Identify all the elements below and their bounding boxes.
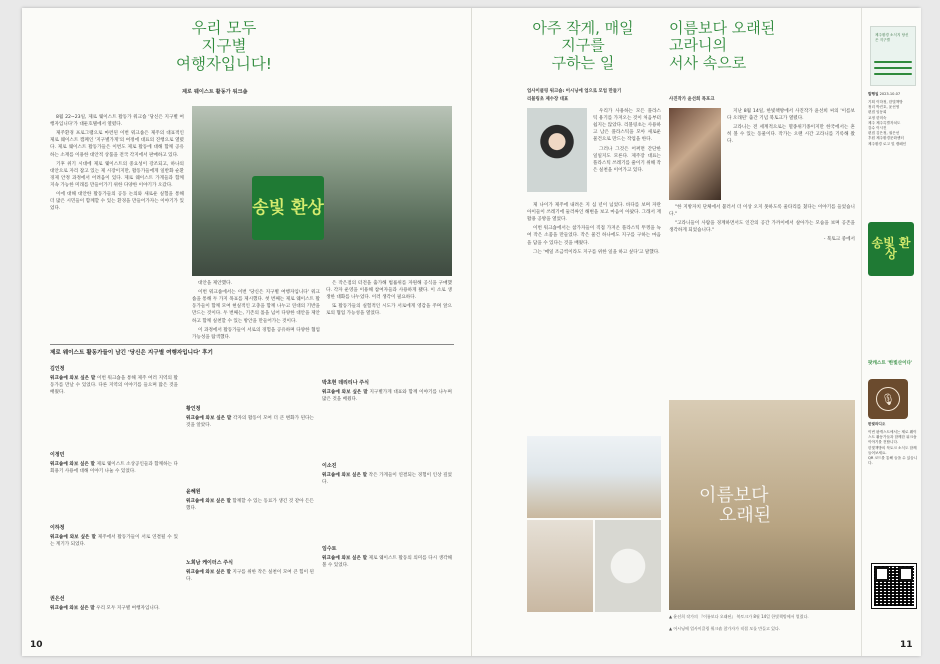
article1-body-cont <box>527 202 661 432</box>
paragraph: - 북토크 중에서 <box>823 237 855 243</box>
respondent-name: 노희남 케이터스 주식 <box>186 559 233 566</box>
mid-column <box>192 280 320 340</box>
respondent-name: 임수토 <box>322 545 337 552</box>
answer: 이번 워크숍을 통해 제주 여러 지역의 활동가를 만날 수 있었다. 다른 지역의 이야기를 들으며 많은 것을 배웠다. <box>50 375 178 395</box>
podcast-label: 한빛라디오 <box>868 422 886 426</box>
podcast-line: QR 코드를 통해 들을 수 있습니다. <box>868 456 918 466</box>
credit-line: 교정 한미숙 <box>868 115 887 120</box>
craft-photo <box>527 520 593 612</box>
question: 워크숍에 와보 싶은 말 <box>322 555 368 561</box>
question: 워크숍에 와보 싶은 말 <box>50 461 95 467</box>
paragraph: 제주환경 프로그램으로 마련된 이번 워크숍은 제주의 대표적인 제로 웨이스트 캠페인 '지구별가게'의 여정에 대표의 진행으로 열렸다. 제로 웨이스트 활동가들은 이번도 제로 활동에 대해 함께 공유하는 소재를 이용한 대안적 상품을 전국 각지에서 판매하고 있다. <box>50 131 184 158</box>
paragraph: 이 과정에서 활동가들이 서로의 경험을 공유하며 다양한 협업 가능성을 탐색했다. <box>192 327 320 340</box>
cover-wave <box>874 73 912 75</box>
question: 워크숍에 와보 싶은 말 <box>322 472 368 478</box>
title-line: 고라니의 <box>669 36 727 55</box>
answer: 제로 웨이스트 활동의 의미를 다시 생각해 볼 수 있었다. <box>322 555 452 568</box>
answer: 지구별가게 대표와 함께 이야기를 나누며 많은 것을 배웠다. <box>322 389 452 402</box>
page-number: 11 <box>900 640 913 650</box>
answer: 함께할 수 있는 동료가 생긴 것 같아 든든했다. <box>186 498 314 511</box>
article1-body <box>593 108 661 200</box>
microphone-icon: 🎙 <box>876 387 900 411</box>
respondent-name: 윤혜원 <box>186 488 201 495</box>
respondent-name: 김인정 <box>50 366 65 372</box>
paragraph: 또 활동가들의 실험적인 시도가 서로에게 영감을 주며 앞으로의 협업 가능성을 열었다. <box>326 304 452 317</box>
question: 워크숍에 와보 싶은 말 <box>50 534 96 540</box>
paragraph: 지난 8월 14일, 한빛책방에서 사진작가 윤선희 씨의 '이름보다 오래된' 출간 기념 북토크가 열렸다. <box>727 109 855 122</box>
article2-body <box>727 108 855 200</box>
answer: 제로 웨이스트 소상공인들과 함께하는 다회용기 사용에 대해 이야기 나눌 수 있었다. <box>50 461 178 474</box>
paragraph: 대안을 제안했다. <box>198 281 232 286</box>
cover-wave <box>874 67 912 69</box>
article-title <box>170 20 278 74</box>
qr-code[interactable] <box>872 564 916 608</box>
question: 워크숍에 와보 싶은 말 <box>186 569 231 575</box>
photo-caption: ▲ 어시닝에 업사이클링 워크숍 참가자가 직접 모를 만들고 있다. <box>669 626 781 631</box>
paragraph: 이번 워크숍에서는 이번 '당신은 지구별 여행자입니다' 워크숍을 통해 두 가지 목표를 제시했다. 첫 번째는 제로 웨이스트 활동가들이 함께 모여 현실적인 고충을 함께 나누고 연대의 기반을 만드는 것이다. 두 번째는, 기존의 틀을 넘어 다양한 대안을 제안하고 함께 실천할 수 있는 방안을 만들어가는 것이다. <box>192 290 320 324</box>
question: 워크숍에 와보 싶은 말 <box>186 498 231 504</box>
right-page <box>471 8 920 656</box>
paragraph: 8월 22~23일, 제로 웨이스트 활동가 워크숍 '당신은 지구별 여행자입니다'가 대둔호텔에서 열렸다. <box>50 115 184 128</box>
paragraph: "고라니들이 사람을 경계하면서도 인간의 공간 가까이에서 살아가는 모습을 보며 공존을 생각하게 되었습니다." <box>669 221 855 234</box>
title-line: 구하는 일 <box>551 53 615 72</box>
cover-wave <box>874 61 912 63</box>
title-line: 여행자입니다! <box>175 54 273 73</box>
book-title-line: 이름보다 <box>699 485 769 506</box>
deer-photo <box>669 400 855 610</box>
credit-line: 편집 임동희 <box>868 110 887 115</box>
right-column <box>326 280 452 336</box>
paragraph: "한 지방자치 단체에서 불러서 더 이상 오지 못하도록 울타리를 쳤다는 이야기를 들었습니다." <box>669 205 855 218</box>
qa-column-2 <box>186 360 314 632</box>
article-title <box>669 20 789 72</box>
paragraph: 우리가 사용하는 모든 플라스틱 용기를 가져오는 것이 처음부터 쉽지는 않았다. 리블링초는 사용하고 남은 플라스틱을 모아 새로운 물건으로 만드는 작업을 한다. <box>593 109 661 143</box>
magazine-cover <box>870 26 916 86</box>
answer: 각자의 활동이 모여 더 큰 변화가 된다는 것을 알았다. <box>186 415 314 428</box>
book-title-overlay <box>699 486 771 526</box>
credit-line: 정리 박진호, 윤선영 <box>868 105 900 110</box>
question: 워크숍에 와보 싶은 말 <box>50 605 95 611</box>
title-line: 우리 모두 <box>191 19 257 37</box>
page-number: 10 <box>30 640 43 650</box>
magazine-spread <box>22 8 920 656</box>
question: 워크숍에 와보 싶은 말 <box>322 389 368 395</box>
respondent-name: 이정민 <box>50 452 65 459</box>
title-line: 지구를 <box>561 36 605 55</box>
left-page <box>22 8 471 656</box>
section-heading: 제로 웨이스트 활동가들이 남긴 '당신은 지구별 여행자입니다' 후기 <box>50 350 213 356</box>
podcast-line: 이번 팟캐스트에서는 제로 웨이스트 활동가들과 함께한 워크숍 이야기를 전합니다. <box>868 430 917 445</box>
photo-caption: ▲ 윤선희 작가의 『이름보다 오래된』 북토크가 8월 14일 한빛책방에서 열렸다. <box>669 614 809 619</box>
podcast-body <box>868 430 918 466</box>
campaign-logo: 송빛 환상 <box>868 222 914 276</box>
paragraph: 기후 위기 시대에 제로 웨이스트의 중요성이 강조되고, 하나의 대안으로 자리 잡고 있는 제 시장이지만, 활동가들에게 일반화 순환경제 안정 과정에서 어려움이 있다. 제로 웨이스트 가게들과 함께 지속 가능한 미래를 만들어가기 위한 다양한 이야기가 오갔다. <box>50 161 184 188</box>
author-photo <box>669 108 721 200</box>
article2-body-cont <box>669 204 855 400</box>
credit-line: 제주환경 로고 및 캠페인 <box>868 141 907 146</box>
respondent-name: 권은선 <box>50 596 65 603</box>
respondent-name: 박초현 데리티나 주식 <box>322 380 369 386</box>
credit-line: 편집 김은정, 권은선 <box>868 131 900 136</box>
intro-column <box>50 114 184 284</box>
article-subtitle: 사진작가 윤선희 목포크 <box>669 97 715 102</box>
article-title <box>527 20 639 72</box>
paragraph: 그는 '매일 조금씩이라도 지구를 위한 일을 하고 싶다'고 말했다. <box>533 249 660 255</box>
title-line: 이름보다 오래된 <box>669 19 776 37</box>
respondent-name: 이소진 <box>322 462 337 469</box>
paragraph: 이번 워크숍에서는 참가자들이 직접 가져온 플라스틱 뚜껑을 녹여 작은 소품을 만들었다. 작은 물건 하나에도 지구를 구하는 마음을 담을 수 있다는 것을 배웠다. <box>527 226 661 246</box>
interviewee-photo <box>527 108 587 192</box>
paragraph: 제 나이가 제주에 내려온 지 십 년이 넘었다. 바다를 보며 자란 아이들이 쓰레기에 둘러싸인 해변을 보고 마음이 아팠다. 그래서 재활용 공방을 열었다. <box>527 203 661 223</box>
credit-line: 제주 제주특별자치도 <box>868 120 901 125</box>
section-divider <box>50 344 454 345</box>
campaign-sign: 송빛 환상 <box>252 176 324 240</box>
paragraph: 은 작은점의 터전을 출가해 법률위를 자원해 공식을 구매했다. 각자 운영을 이용해 참여자들과 사용하게 됐다. 이 소로 생생한 대화를 나누었다. 이러 생각이 필요하다. <box>326 281 452 301</box>
qa-column-3 <box>322 360 452 632</box>
title-line: 아주 작게, 매일 <box>532 19 634 37</box>
answer: 지구를 위한 작은 실천이 모여 큰 힘이 된다. <box>186 569 314 582</box>
paragraph: 고라니는 전 세계적으로는 멸종위기종이지만 한국에서는 흔히 볼 수 있는 동물이다. 작가는 오랜 시간 고라니를 기록해 왔다. <box>727 125 855 145</box>
article-subtitle: 리블링초 제수장 대표 <box>527 97 569 102</box>
title-line: 지구별 <box>201 36 247 55</box>
issue-label: 발행일 <box>868 92 879 96</box>
credit-line: 후원 제주환경문화센터 <box>868 136 904 141</box>
credit-line: 감수 이시진 <box>868 126 887 131</box>
issue-date: 2023.10.07 <box>879 92 901 96</box>
title-line: 서사 속으로 <box>669 53 747 72</box>
article-subtitle: 제로 웨이스트 활동가 워크숍 <box>182 89 248 95</box>
podcast-heading: 팟캐스트 '한빛산이다' <box>868 361 913 366</box>
question: 워크숍에 와보 싶은 말 <box>186 415 232 421</box>
podcast-cover <box>868 379 908 419</box>
respondent-name: 황인정 <box>186 406 201 412</box>
credits <box>868 100 918 147</box>
group-photo <box>192 106 452 276</box>
answer: 우리 모두 지구별 여행자입니다. <box>96 605 160 611</box>
info-sidebar <box>861 8 921 656</box>
answer: 제주에서 활동가들이 서로 연결될 수 있는 계기가 되었다. <box>50 534 178 547</box>
credit-line: 기획 이하정, 한빛책방 <box>868 100 903 104</box>
book-title-line: 오래된 <box>719 504 772 526</box>
product-photo <box>595 520 661 612</box>
issue-info <box>868 92 918 97</box>
paragraph: 이에 대해 대안한 활동가들의 공동 논의와 새로운 실험을 통해 더 많은 시민들이 함께할 수 있는 환경을 만들어가자는 이야기가 있었다. <box>50 192 184 212</box>
answer: 작은 가게들이 연결되는 경험이 인상 깊었다. <box>322 472 452 485</box>
cover-title: 제주환경 소식지 당신은 지구별 <box>875 33 909 42</box>
podcast-line: 한빛책방의 북토크 소식도 함께 들어보세요. <box>868 445 917 455</box>
respondent-name: 이하정 <box>50 525 65 532</box>
workshop-photo <box>527 436 661 518</box>
article-subtitle: 업사이클링 워크숍: 어시닝에 업으로 모업 만들기 <box>527 89 622 94</box>
question: 워크숍에 와보 싶은 말 <box>50 375 96 381</box>
paragraph: 그러나 그것은 어쩌면 간단한 일일지도 모른다. 제주장 대표는 플라스틱 쓰레기를 줄이기 위해 작은 실천을 이어가고 있다. <box>593 146 661 173</box>
qa-column-1 <box>50 360 178 632</box>
